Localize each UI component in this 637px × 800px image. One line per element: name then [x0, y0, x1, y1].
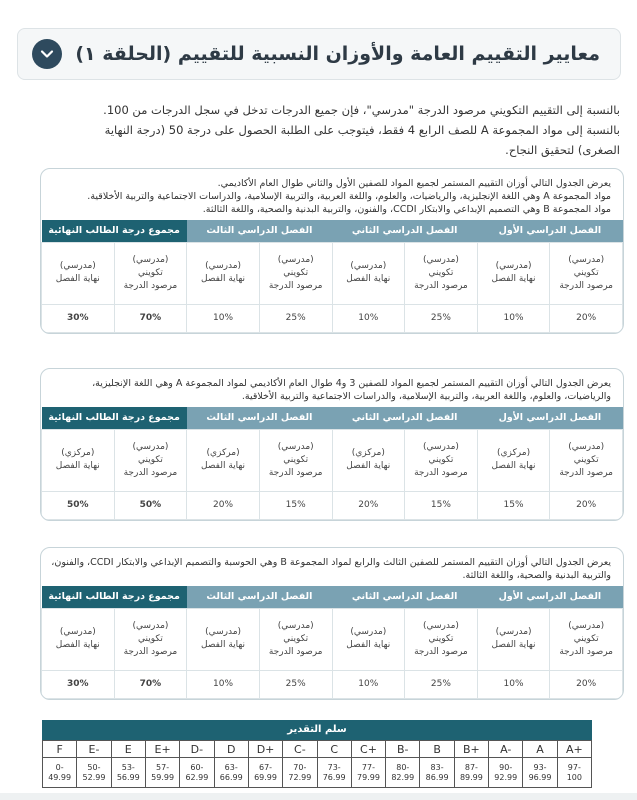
- labels-row: [42, 429, 623, 491]
- values-row: [42, 670, 623, 698]
- range-cell: 93- 96.99: [523, 758, 557, 788]
- label-cell: (مدرسي) نهاية الفصل: [42, 608, 115, 670]
- label-cell: (مدرسي) تكويني مرصود الدرجة: [259, 608, 332, 670]
- label-cell: (مدرسي) نهاية الفصل: [187, 608, 260, 670]
- grade-cell: E+: [145, 741, 179, 758]
- label-cell: (مدرسي) نهاية الفصل: [187, 242, 260, 304]
- value-cell: 25%: [259, 304, 332, 332]
- label-cell: (مركزي) نهاية الفصل: [477, 429, 550, 491]
- value-cell: 10%: [332, 670, 405, 698]
- header-sem1: الفصل الدراسي الأول: [477, 407, 622, 429]
- grade-cell: A: [523, 741, 557, 758]
- intro-line: بالنسبة إلى مواد المجموعة A للصف الرابع 4 فقط، فيتوجب على الطلبة الحصول على درجة 50 (درجة النهاية: [104, 123, 620, 137]
- range-cell: 90- 92.99: [489, 758, 523, 788]
- label-cell: (مدرسي) تكويني مرصود الدرجة: [405, 242, 478, 304]
- grade-cell: B: [420, 741, 454, 758]
- label-cell: (مدرسي) تكويني مرصود الدرجة: [114, 242, 187, 304]
- weights-table: [41, 586, 623, 699]
- range-cell: 60- 62.99: [180, 758, 214, 788]
- page-title: معايير التقييم العامة والأوزان النسبية للتقييم (الحلقة ١): [75, 43, 600, 65]
- label-cell: (مدرسي) نهاية الفصل: [332, 242, 405, 304]
- weights-table-grade3-4-groupB: [40, 547, 624, 700]
- intro-line: بالنسبة إلى التقييم التكويني مرصود الدرجة "مدرسي"، فإن جميع الدرجات تدخل في سجل الدرجات من 100.: [103, 103, 620, 117]
- label-cell: (مدرسي) نهاية الفصل: [477, 608, 550, 670]
- label-cell: (مدرسي) نهاية الفصل: [42, 242, 115, 304]
- value-cell: 20%: [550, 670, 623, 698]
- labels-row: [42, 608, 623, 670]
- value-cell: 15%: [477, 491, 550, 519]
- collapse-button[interactable]: [32, 39, 62, 69]
- header-sem2: الفصل الدراسي الثاني: [332, 220, 477, 242]
- grade-cell: F: [43, 741, 77, 758]
- bottom-bar: [0, 793, 637, 800]
- description-line: مواد المجموعة B وهي التصميم الإبداعي والابتكار CCDI، والفنون، والتربية البدنية والصحية، واللغة الثالثة.: [202, 204, 611, 215]
- range-cell: 0- 49.99: [43, 758, 77, 788]
- weights-table-grade3-4-groupA: [40, 368, 624, 521]
- value-cell: 20%: [187, 491, 260, 519]
- table-description: [41, 548, 623, 586]
- labels-row: [42, 242, 623, 304]
- description-line: يعرض الجدول التالي أوزان التقييم المستمر لجميع المواد للصفين 3 و4 طوال العام الأكاديمي لمواد المجموعة A وهي اللغة الإنجليزية، والرياضيات، والعلوم، واللغة العربية، والتربية الإسلامية، والدراسات الاجتماعية والتربية الأخلاقية.: [92, 378, 611, 402]
- value-cell: 25%: [405, 304, 478, 332]
- intro-line: الصغرى) لتحقيق النجاح.: [505, 143, 620, 157]
- range-cell: 77- 79.99: [351, 758, 385, 788]
- grade-cell: C+: [351, 741, 385, 758]
- description-line: مواد المجموعة A وهي اللغة الإنجليزية، والرياضيات، والعلوم، واللغة العربية، والتربية الإسلامية، والدراسات الاجتماعية والتربية الأخلاقية.: [87, 191, 611, 202]
- range-cell: 97- 100: [557, 758, 591, 788]
- value-cell: 10%: [187, 670, 260, 698]
- label-cell: (مركزي) نهاية الفصل: [187, 429, 260, 491]
- grade-cell: B+: [454, 741, 488, 758]
- label-cell: (مدرسي) تكويني مرصود الدرجة: [550, 242, 623, 304]
- value-cell: 10%: [477, 304, 550, 332]
- header-sem3: الفصل الدراسي الثالث: [187, 407, 332, 429]
- value-cell: 10%: [187, 304, 260, 332]
- value-cell: 70%: [114, 670, 187, 698]
- header-total: مجموع درجة الطالب النهائية: [42, 586, 187, 608]
- values-row: [42, 491, 623, 519]
- range-cell: 83- 86.99: [420, 758, 454, 788]
- grade-cell: C-: [283, 741, 317, 758]
- value-cell: 10%: [477, 670, 550, 698]
- label-cell: (مركزي) نهاية الفصل: [332, 429, 405, 491]
- value-cell: 15%: [405, 491, 478, 519]
- label-cell: (مدرسي) تكويني مرصود الدرجة: [405, 608, 478, 670]
- weights-table: [41, 407, 623, 520]
- value-cell: 30%: [42, 670, 115, 698]
- grade-cell: B-: [386, 741, 420, 758]
- grade-cell: E: [111, 741, 145, 758]
- range-cell: 63- 66.99: [214, 758, 248, 788]
- description-line: يعرض الجدول التالي أوزان التقييم المستمر لجميع المواد للصفين الأول والثاني طوال العام الأكاديمي.: [217, 178, 611, 189]
- grade-cell: A-: [489, 741, 523, 758]
- value-cell: 25%: [405, 670, 478, 698]
- value-cell: 20%: [550, 491, 623, 519]
- label-cell: (مركزي) نهاية الفصل: [42, 429, 115, 491]
- label-cell: (مدرسي) نهاية الفصل: [332, 608, 405, 670]
- header-sem2: الفصل الدراسي الثاني: [332, 586, 477, 608]
- label-cell: (مدرسي) تكويني مرصود الدرجة: [550, 429, 623, 491]
- grade-cell: A+: [557, 741, 591, 758]
- header-sem3: الفصل الدراسي الثالث: [187, 220, 332, 242]
- range-cell: 67- 69.99: [248, 758, 282, 788]
- header-sem2: الفصل الدراسي الثاني: [332, 407, 477, 429]
- header-total: مجموع درجة الطالب النهائية: [42, 407, 187, 429]
- table-description: [41, 369, 623, 407]
- label-cell: (مدرسي) نهاية الفصل: [477, 242, 550, 304]
- range-cell: 73- 76.99: [317, 758, 351, 788]
- value-cell: 20%: [550, 304, 623, 332]
- header-sem1: الفصل الدراسي الأول: [477, 220, 622, 242]
- header-sem1: الفصل الدراسي الأول: [477, 586, 622, 608]
- grade-cell: D: [214, 741, 248, 758]
- label-cell: (مدرسي) تكويني مرصود الدرجة: [259, 429, 332, 491]
- label-cell: (مدرسي) تكويني مرصود الدرجة: [550, 608, 623, 670]
- weights-table: [41, 220, 623, 333]
- label-cell: (مدرسي) تكويني مرصود الدرجة: [405, 429, 478, 491]
- grade-cell: C: [317, 741, 351, 758]
- chevron-down-icon: [40, 47, 54, 61]
- range-cell: 57- 59.99: [145, 758, 179, 788]
- range-cell: 87- 89.99: [454, 758, 488, 788]
- header-sem3: الفصل الدراسي الثالث: [187, 586, 332, 608]
- value-cell: 50%: [114, 491, 187, 519]
- value-cell: 30%: [42, 304, 115, 332]
- grade-cell: D-: [180, 741, 214, 758]
- weights-table-grade1-2: [40, 168, 624, 334]
- label-cell: (مدرسي) تكويني مرصود الدرجة: [259, 242, 332, 304]
- range-cell: 50- 52.99: [77, 758, 111, 788]
- description-line: يعرض الجدول التالي أوزان التقييم المستمر للصفين الثالث والرابع لمواد المجموعة B وهي الحوسبة والتصميم الإبداعي والابتكار CCDI، والفنون، والتربية البدنية والصحية، واللغة الثالثة.: [51, 557, 611, 581]
- ranges-row: [43, 758, 592, 788]
- range-cell: 80- 82.99: [386, 758, 420, 788]
- value-cell: 25%: [259, 670, 332, 698]
- range-cell: 70- 72.99: [283, 758, 317, 788]
- values-row: [42, 304, 623, 332]
- grading-scale: [42, 720, 592, 788]
- label-cell: (مدرسي) تكويني مرصود الدرجة: [114, 429, 187, 491]
- value-cell: 15%: [259, 491, 332, 519]
- value-cell: 70%: [114, 304, 187, 332]
- grading-scale-table: [42, 740, 592, 788]
- label-cell: (مدرسي) تكويني مرصود الدرجة: [114, 608, 187, 670]
- value-cell: 10%: [332, 304, 405, 332]
- header-total: مجموع درجة الطالب النهائية: [42, 220, 187, 242]
- range-cell: 53- 56.99: [111, 758, 145, 788]
- intro-text: [40, 100, 620, 160]
- table-description: [41, 169, 623, 220]
- value-cell: 20%: [332, 491, 405, 519]
- grades-row: [43, 741, 592, 758]
- grade-cell: E-: [77, 741, 111, 758]
- grade-cell: D+: [248, 741, 282, 758]
- grading-scale-title: سلم التقدير: [42, 720, 592, 740]
- page-header: [17, 28, 621, 80]
- value-cell: 50%: [42, 491, 115, 519]
